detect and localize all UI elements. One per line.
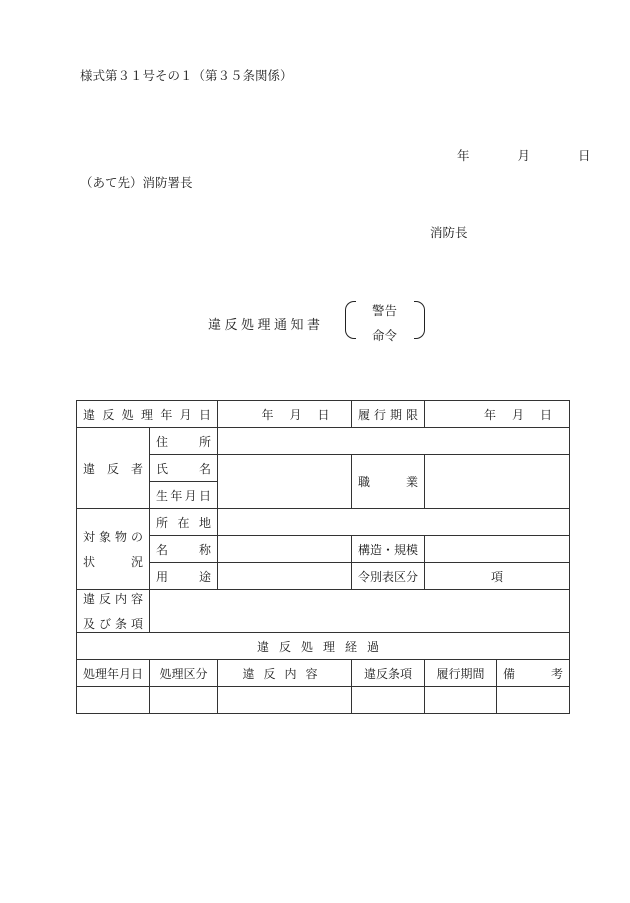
process-col-type: 処理区分 [150, 660, 218, 687]
row-location [77, 509, 570, 536]
table-class-label: 令別表区分 [352, 563, 425, 590]
process-title: 違反処理経過 [77, 633, 570, 660]
document-title: 違反処理通知書 [208, 318, 324, 333]
addressee: （あて先）消防署長 [80, 175, 193, 190]
object-name-value [218, 536, 352, 563]
date-day: 日 [577, 148, 591, 163]
issuer: 消防長 [430, 225, 468, 240]
form-id: 様式第３１号その１（第３５条関係） [80, 68, 293, 83]
left-bracket [345, 301, 356, 339]
object-status-label-line1: 対象物の [83, 530, 143, 544]
name-label: 氏名 [150, 455, 218, 482]
occupation-value [425, 455, 570, 509]
violation-content-label-line1: 違反内容 [83, 592, 143, 606]
process-col-remarks: 備考 [497, 660, 570, 687]
process-entry-period [425, 687, 497, 714]
process-entry-type [150, 687, 218, 714]
deadline-value: 年 月 日 [425, 401, 570, 428]
violation-form-table [76, 400, 570, 714]
option-warning: 警告 [372, 303, 398, 318]
row-processing-date [77, 401, 570, 428]
row-violation-content [77, 590, 570, 633]
process-entry-date [77, 687, 150, 714]
row-process-entry [77, 687, 570, 714]
date-line [457, 146, 590, 164]
occupation-label: 職業 [352, 455, 425, 509]
row-name [77, 455, 570, 482]
process-col-date: 処理年月日 [77, 660, 150, 687]
address-value [218, 428, 570, 455]
birthdate-label: 生年月日 [150, 482, 218, 509]
row-address [77, 428, 570, 455]
row-process-headers [77, 660, 570, 687]
row-use [77, 563, 570, 590]
row-object-name [77, 536, 570, 563]
location-value [218, 509, 570, 536]
process-entry-clause [352, 687, 425, 714]
object-name-label: 名称 [150, 536, 218, 563]
violator-label: 違反者 [77, 428, 150, 509]
processing-date-label: 違反処理年月日 [77, 401, 218, 428]
violation-content-value [150, 590, 570, 633]
processing-date-value: 年 月 日 [218, 401, 352, 428]
use-value [218, 563, 352, 590]
use-label: 用途 [150, 563, 218, 590]
name-value [218, 455, 352, 509]
structure-label: 構造・規模 [352, 536, 425, 563]
violation-content-label-line2: 及び条項 [83, 617, 143, 631]
option-order: 命令 [372, 328, 398, 343]
right-bracket [414, 301, 425, 339]
location-label: 所在地 [150, 509, 218, 536]
process-col-content: 違反内容 [218, 660, 352, 687]
violation-content-label [77, 590, 150, 633]
process-entry-remarks [497, 687, 570, 714]
process-entry-content [218, 687, 352, 714]
date-month: 月 [517, 148, 530, 163]
table-class-value: 項 [425, 563, 570, 590]
address-label: 住所 [150, 428, 218, 455]
deadline-label: 履行期限 [352, 401, 425, 428]
structure-value [425, 536, 570, 563]
process-col-clause: 違反条項 [352, 660, 425, 687]
row-process-title [77, 633, 570, 660]
date-year: 年 [457, 148, 470, 163]
process-col-period: 履行期間 [425, 660, 497, 687]
object-status-label [77, 509, 150, 590]
object-status-label-line2: 状況 [83, 555, 143, 569]
